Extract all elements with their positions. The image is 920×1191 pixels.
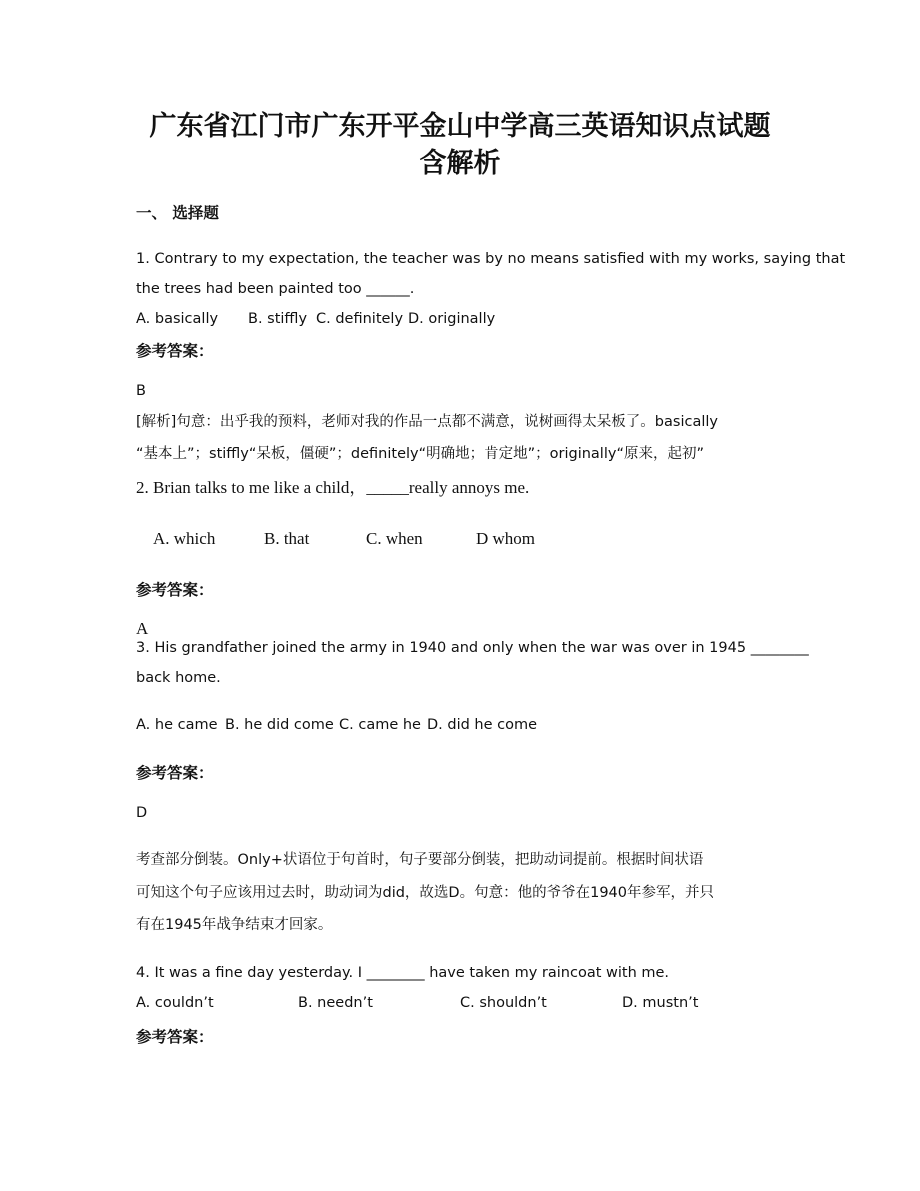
- q1-analysis-line-1: [解析]句意：出乎我的预料，老师对我的作品一点都不满意，说树画得太呆板了。basically: [136, 414, 718, 430]
- q4-option-a: A. couldn’t: [136, 995, 214, 1011]
- q2-answer-label: 参考答案：: [136, 581, 214, 599]
- q2-option-c: C. when: [366, 529, 423, 548]
- q1-text-line-1: 1. Contrary to my expectation, the teacher was by no means satisfied with my works, saying that: [136, 251, 846, 267]
- q2-answer: A: [136, 619, 149, 638]
- q3-option-c: C. came he: [339, 717, 421, 733]
- q3-option-b: B. he did come: [225, 717, 334, 733]
- q3-option-d: D. did he come: [427, 717, 538, 733]
- q1-option-a: A. basically: [136, 311, 219, 327]
- q4-option-d: D. mustn’t: [622, 995, 699, 1011]
- q2-option-a: A. which: [153, 529, 216, 548]
- q3-text-line-2: back home.: [136, 670, 221, 686]
- q1-answer-label: 参考答案：: [136, 342, 214, 360]
- q2-options: [153, 529, 535, 549]
- q4-text: 4. It was a fine day yesterday. I ________ have taken my raincoat with me.: [136, 965, 670, 981]
- q3-options: [136, 715, 537, 735]
- section-heading: 一、 选择题: [136, 204, 219, 222]
- q4-answer-label: 参考答案：: [136, 1028, 214, 1046]
- q2-option-b: B. that: [264, 529, 310, 548]
- q1-text-line-2: the trees had been painted too ______.: [136, 281, 415, 297]
- q2-option-d: D whom: [476, 529, 536, 548]
- q1-option-c: C. definitely: [316, 311, 404, 327]
- q3-answer-label: 参考答案：: [136, 764, 214, 782]
- q3-answer: D: [136, 805, 148, 821]
- document-title-line-2: 含解析: [419, 148, 501, 179]
- q1-answer: B: [136, 383, 146, 399]
- q3-analysis-line-3: 有在1945年战争结束才回家。: [136, 917, 333, 933]
- q3-text-line-1: 3. His grandfather joined the army in 1940 and only when the war was over in 1945 ________: [136, 640, 809, 656]
- q2-text: 2. Brian talks to me like a child，_____really annoys me.: [136, 478, 530, 497]
- document-title-line-1: 广东省江门市广东开平金山中学高三英语知识点试题: [149, 111, 771, 142]
- q4-option-b: B. needn’t: [298, 995, 373, 1011]
- q1-option-b: B. stiffly: [248, 311, 308, 327]
- q4-options: [136, 993, 698, 1013]
- q4-option-c: C. shouldn’t: [460, 995, 547, 1011]
- q3-option-a: A. he came: [136, 717, 218, 733]
- q1-options: [136, 309, 495, 329]
- q3-analysis-line-1: 考查部分倒装。Only+状语位于句首时，句子要部分倒装，把助动词提前。根据时间状语: [136, 852, 704, 868]
- q1-analysis-line-2: “基本上”；stiffly“呆板，僵硬”；definitely“明确地；肯定地”；originally“原来，起初”: [136, 446, 704, 462]
- q3-analysis-line-2: 可知这个句子应该用过去时，助动词为did，故选D。句意：他的爷爷在1940年参军，并只: [136, 885, 715, 901]
- q1-option-d: D. originally: [408, 311, 496, 327]
